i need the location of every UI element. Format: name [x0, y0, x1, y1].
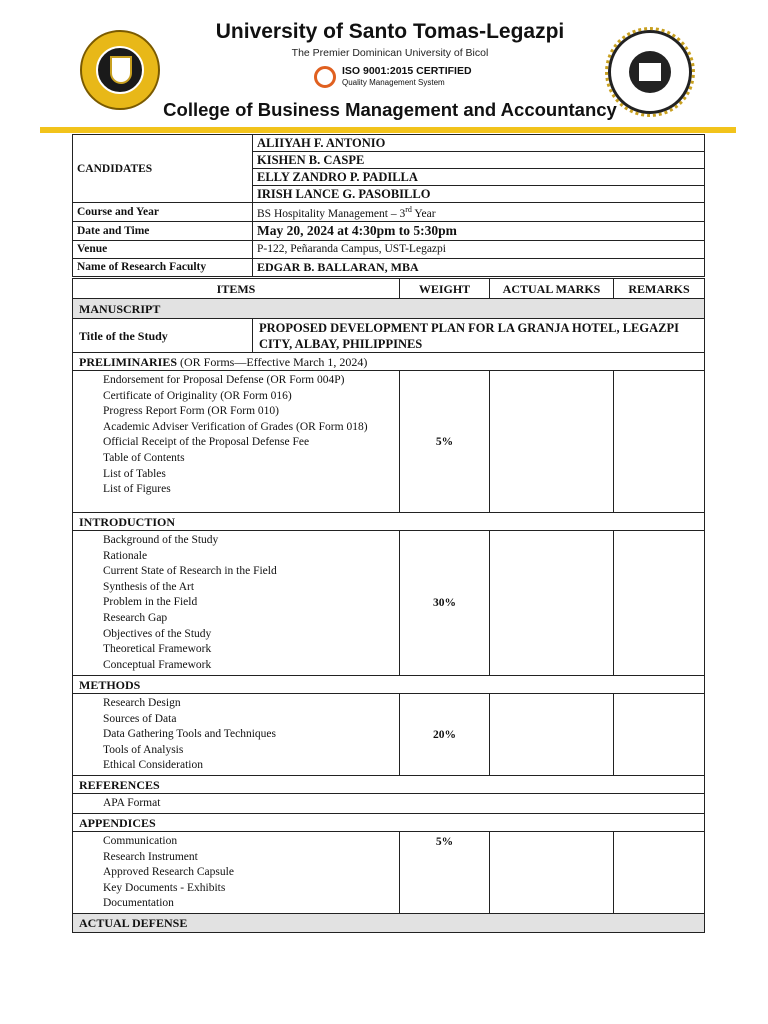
- actual-marks-cell: [490, 832, 614, 914]
- cbma-seal-icon: [608, 30, 692, 114]
- table-row: [73, 371, 705, 513]
- actual-defense-section: ACTUAL DEFENSE: [73, 914, 705, 933]
- remarks-cell: [614, 531, 705, 676]
- table-row: [73, 299, 705, 319]
- table-row: [73, 203, 705, 222]
- college-title: College of Business Management and Accountancy: [163, 99, 617, 120]
- table-row: [73, 258, 705, 276]
- venue-value: P-122, Peñaranda Campus, UST-Legazpi: [253, 240, 705, 258]
- table-row: [73, 531, 705, 676]
- appendices-weight: 5%: [400, 832, 490, 914]
- ust-seal-icon: [80, 30, 160, 110]
- table-row: [73, 794, 705, 814]
- list-item: Background of the Study: [103, 534, 219, 546]
- list-item: Table of Contents: [103, 451, 185, 464]
- course-label: Course and Year: [73, 203, 253, 222]
- iso-title: ISO 9001:2015 CERTIFIED: [342, 65, 472, 77]
- table-row: [73, 135, 705, 152]
- title-label: Title of the Study: [73, 319, 253, 353]
- list-item: Endorsement for Proposal Defense (OR Form 004P): [103, 374, 345, 386]
- list-item: Approved Research Capsule: [103, 866, 234, 879]
- references-section: REFERENCES: [73, 776, 705, 794]
- university-title: University of Santo Tomas-Legazpi: [215, 20, 565, 43]
- table-row: [73, 832, 705, 914]
- actual-marks-cell: [490, 694, 614, 776]
- actual-marks-cell: [490, 531, 614, 676]
- preliminaries-items: [73, 371, 400, 513]
- table-header-row: [73, 279, 705, 299]
- list-item: Communication: [103, 835, 178, 847]
- rubric-table: [72, 278, 705, 933]
- remarks-cell: [614, 371, 705, 513]
- references-items: [73, 794, 705, 814]
- appendices-items: [73, 832, 400, 914]
- list-item: Tools of Analysis: [103, 743, 184, 756]
- list-item: Rationale: [103, 549, 148, 562]
- candidate-name: KISHEN B. CASPE: [253, 152, 705, 169]
- candidate-info-table: [72, 134, 705, 277]
- table-row: [73, 694, 705, 776]
- list-item: Research Design: [103, 697, 181, 709]
- study-title: PROPOSED DEVELOPMENT PLAN FOR LA GRANJA HOTEL, LEGAZPI CITY, ALBAY, PHILIPPINES: [253, 319, 705, 353]
- manuscript-section: MANUSCRIPT: [73, 299, 705, 319]
- column-header-items: ITEMS: [73, 279, 400, 299]
- column-header-remarks: REMARKS: [614, 279, 705, 299]
- methods-section: METHODS: [73, 676, 705, 694]
- preliminaries-weight: 5%: [400, 371, 490, 513]
- faculty-label: Name of Research Faculty: [73, 258, 253, 276]
- list-item: Official Receipt of the Proposal Defense Fee: [103, 436, 310, 449]
- list-item: Sources of Data: [103, 712, 177, 725]
- appendices-section: APPENDICES: [73, 814, 705, 832]
- faculty-value: EDGAR B. BALLARAN, MBA: [253, 258, 705, 276]
- list-item: APA Format: [103, 796, 161, 809]
- date-value: May 20, 2024 at 4:30pm to 5:30pm: [253, 221, 705, 240]
- list-item: Theoretical Framework: [103, 643, 212, 656]
- candidate-name: IRISH LANCE G. PASOBILLO: [253, 186, 705, 203]
- list-item: Certificate of Originality (OR Form 016): [103, 389, 292, 402]
- list-item: Conceptual Framework: [103, 658, 212, 671]
- list-item: Progress Report Form (OR Form 010): [103, 405, 280, 418]
- introduction-weight: 30%: [400, 531, 490, 676]
- actual-marks-cell: [490, 371, 614, 513]
- methods-items: [73, 694, 400, 776]
- list-item: List of Tables: [103, 467, 166, 480]
- list-item: Academic Adviser Verification of Grades (OR Form 018): [103, 420, 368, 433]
- column-header-weight: WEIGHT: [400, 279, 490, 299]
- table-row: [73, 914, 705, 933]
- list-item: Data Gathering Tools and Techniques: [103, 728, 276, 741]
- preliminaries-section: PRELIMINARIES (OR Forms—Effective March 1, 2024): [73, 353, 705, 371]
- introduction-items: [73, 531, 400, 676]
- list-item: Documentation: [103, 897, 174, 910]
- list-item: Key Documents - Exhibits: [103, 881, 226, 894]
- table-row: [73, 513, 705, 531]
- list-item: Problem in the Field: [103, 596, 198, 609]
- candidate-name: ELLY ZANDRO P. PADILLA: [253, 169, 705, 186]
- list-item: Research Instrument: [103, 850, 198, 863]
- list-item: Objectives of the Study: [103, 627, 212, 640]
- date-label: Date and Time: [73, 221, 253, 240]
- iso-subtitle: Quality Management System: [342, 78, 445, 87]
- candidates-label: CANDIDATES: [73, 135, 253, 203]
- candidate-name: ALIIYAH F. ANTONIO: [253, 135, 705, 152]
- table-row: [73, 240, 705, 258]
- remarks-cell: [614, 832, 705, 914]
- table-row: [73, 353, 705, 371]
- document-header: [0, 0, 768, 134]
- methods-weight: 20%: [400, 694, 490, 776]
- remarks-cell: [614, 694, 705, 776]
- column-header-actual-marks: ACTUAL MARKS: [490, 279, 614, 299]
- table-row: [73, 776, 705, 794]
- table-row: [73, 319, 705, 353]
- iso-badge-icon: [314, 66, 336, 88]
- table-row: [73, 676, 705, 694]
- list-item: Synthesis of the Art: [103, 580, 195, 593]
- university-tagline: The Premier Dominican University of Bicol: [291, 47, 489, 59]
- introduction-section: INTRODUCTION: [73, 513, 705, 531]
- list-item: Current State of Research in the Field: [103, 565, 277, 578]
- list-item: Ethical Consideration: [103, 759, 203, 772]
- header-divider: [40, 127, 736, 133]
- table-row: [73, 221, 705, 240]
- course-value: BS Hospitality Management – 3rd Year: [253, 203, 705, 222]
- table-row: [73, 814, 705, 832]
- venue-label: Venue: [73, 240, 253, 258]
- list-item: Research Gap: [103, 611, 168, 624]
- list-item: List of Figures: [103, 483, 171, 496]
